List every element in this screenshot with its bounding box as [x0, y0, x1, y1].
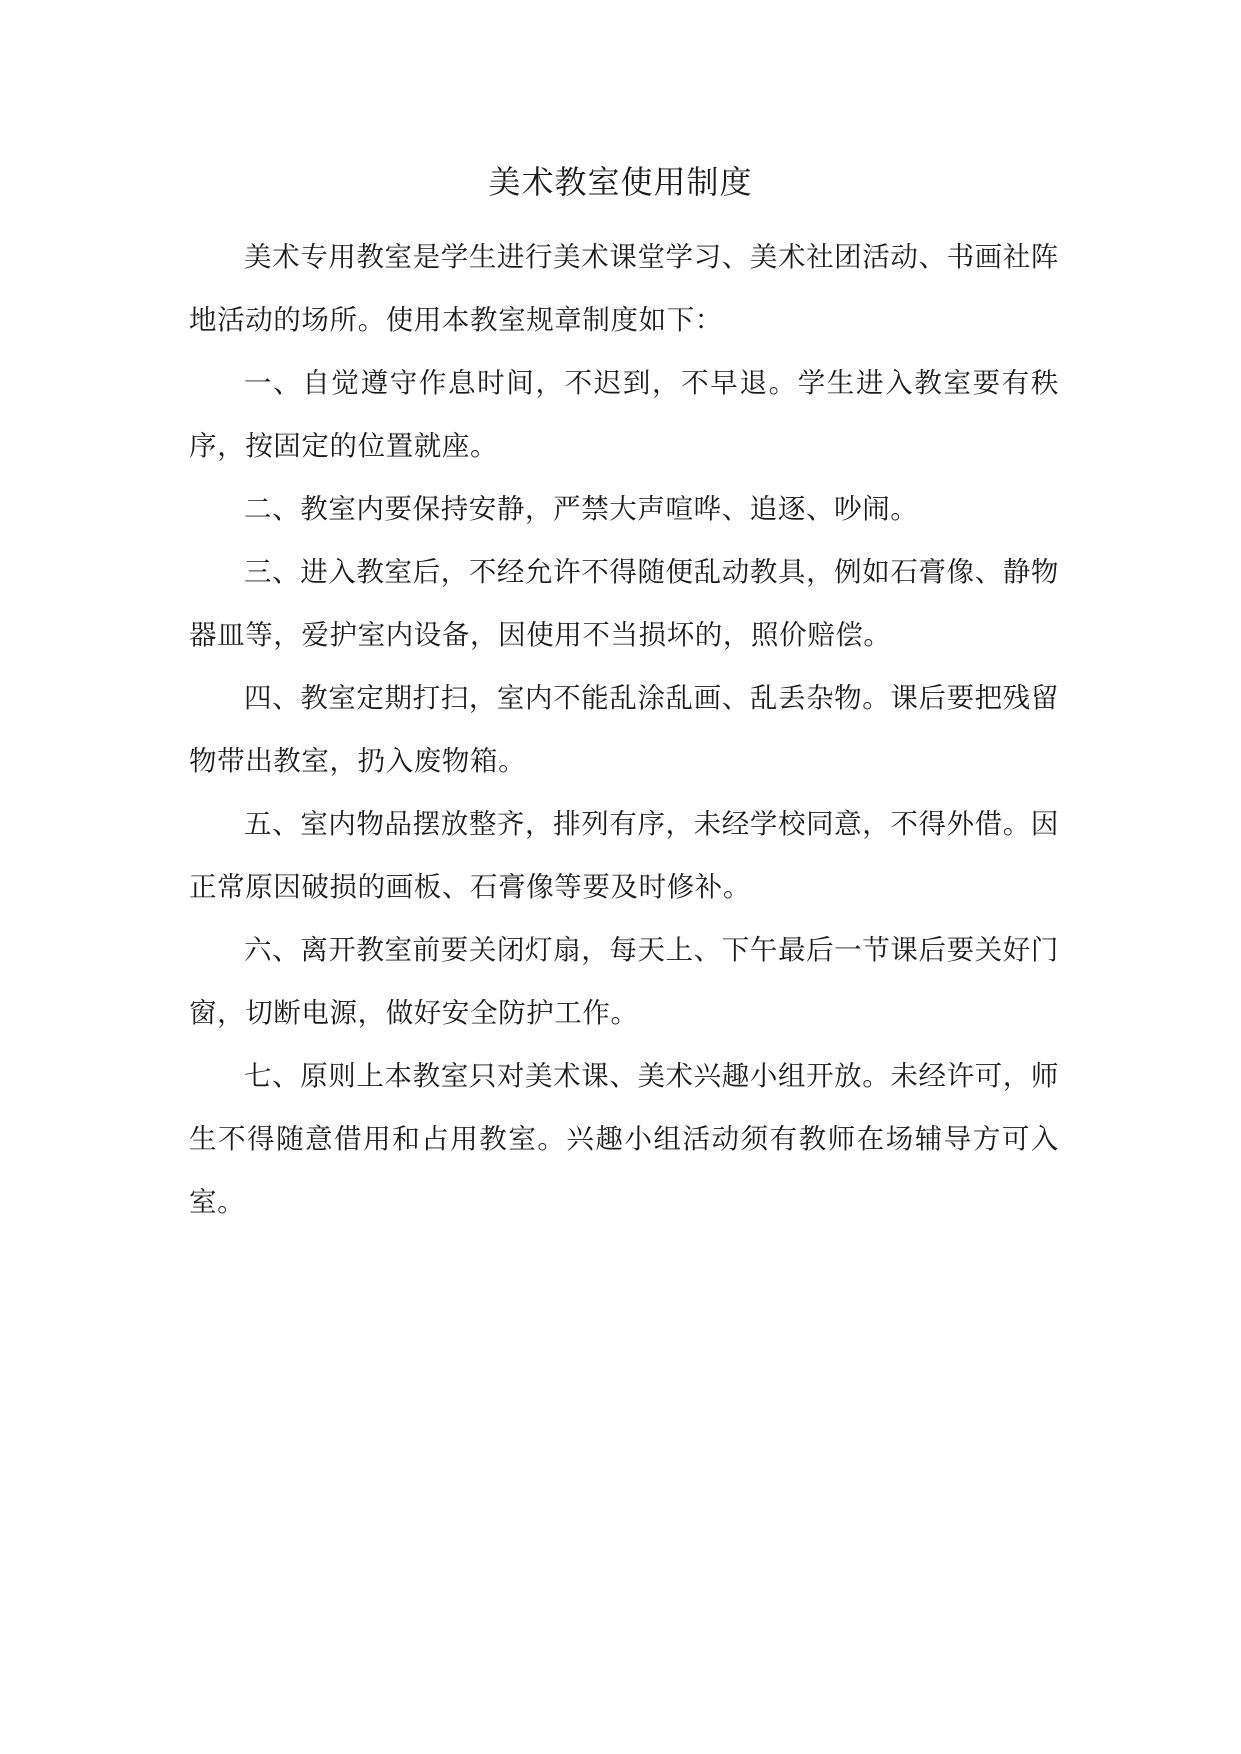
- paragraph-rule-3: 三、进入教室后，不经允许不得随便乱动教具，例如石膏像、静物器皿等，爱护室内设备，因使用不当损坏的，照价赔偿。: [189, 556, 1059, 651]
- paragraph-rule-6: 六、离开教室前要关闭灯扇，每天上、下午最后一节课后要关好门窗，切断电源，做好安全防护工作。: [189, 934, 1059, 1029]
- paragraph-rule-4: 四、教室定期打扫，室内不能乱涂乱画、乱丢杂物。课后要把残留物带出教室，扔入废物箱。: [189, 682, 1059, 777]
- paragraph-rule-2: 二、教室内要保持安静，严禁大声喧哗、追逐、吵闹。: [244, 493, 919, 525]
- page-title: 美术教室使用制度: [488, 163, 753, 201]
- paragraph-intro: 美术专用教室是学生进行美术课堂学习、美术社团活动、书画社阵地活动的场所。使用本教室规章制度如下：: [189, 241, 1059, 336]
- document-body: [189, 226, 1059, 1234]
- paragraph-rule-1: 一、自觉遵守作息时间，不迟到，不早退。学生进入教室要有秩序，按固定的位置就座。: [189, 367, 1059, 462]
- paragraph-rule-7: 七、原则上本教室只对美术课、美术兴趣小组开放。未经许可，师生不得随意借用和占用教室。兴趣小组活动须有教师在场辅导方可入室。: [189, 1060, 1059, 1218]
- paragraph-rule-5: 五、室内物品摆放整齐，排列有序，未经学校同意，不得外借。因正常原因破损的画板、石膏像等要及时修补。: [189, 808, 1059, 903]
